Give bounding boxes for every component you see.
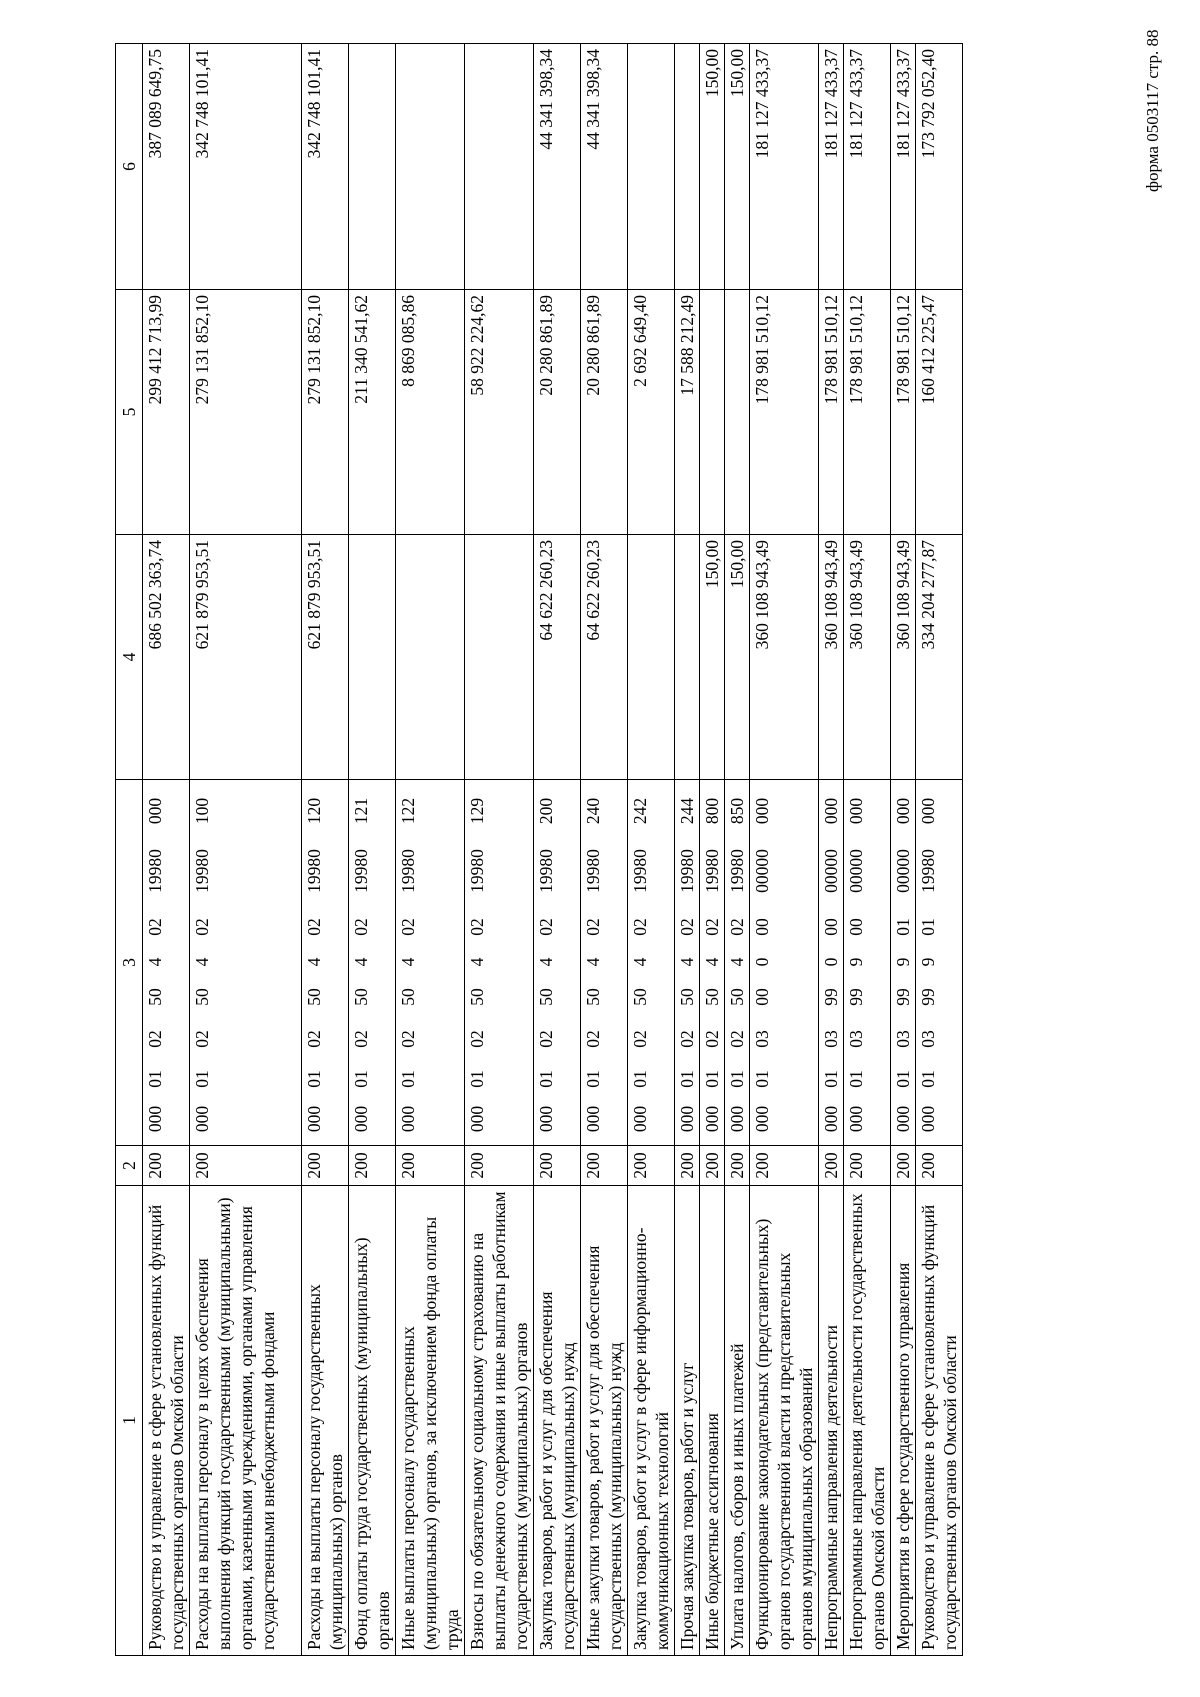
table-row	[700, 44, 725, 1656]
row-budget-code	[581, 780, 628, 1146]
row-amount-c5: 299 412 713,99	[143, 290, 190, 535]
code-part: 4	[467, 957, 487, 967]
code-part: 01	[846, 1070, 866, 1088]
code-part: 000	[918, 1105, 938, 1133]
code-part: 02	[536, 918, 556, 936]
code-part: 01	[398, 1070, 418, 1088]
row-amount-c4: 360 108 943,49	[844, 535, 891, 780]
row-amount-c6	[628, 44, 675, 290]
row-amount-c4: 686 502 363,74	[143, 535, 190, 780]
code-part: 121	[351, 797, 371, 825]
row-amount-c5: 8 869 085,86	[396, 290, 465, 535]
row-budget-code	[844, 780, 891, 1146]
table-row	[675, 44, 700, 1656]
code-part: 02	[145, 918, 165, 936]
table-row	[891, 44, 916, 1656]
table-row	[534, 44, 581, 1656]
code-part: 50	[702, 988, 722, 1006]
table-row	[396, 44, 465, 1656]
row-name: Уплата налогов, сборов и иных платежей	[725, 1186, 750, 1656]
code-part: 00	[821, 918, 841, 936]
code-part: 19980	[145, 849, 165, 893]
row-line-code: 200	[725, 1146, 750, 1186]
code-part: 000	[727, 1105, 747, 1133]
row-line-code: 200	[465, 1146, 534, 1186]
code-part: 000	[821, 797, 841, 825]
code-part: 02	[536, 1030, 556, 1048]
code-part: 02	[583, 918, 603, 936]
row-amount-c5: 17 588 212,49	[675, 290, 700, 535]
row-budget-code	[819, 780, 844, 1146]
row-amount-c6: 342 748 101,41	[302, 44, 349, 290]
code-part: 000	[821, 1105, 841, 1133]
header-cell: 6	[116, 44, 143, 290]
code-part: 00	[752, 918, 772, 936]
row-amount-c4: 621 879 953,51	[190, 535, 302, 780]
code-part: 02	[630, 1030, 650, 1048]
code-part: 800	[702, 797, 722, 825]
row-amount-c4: 150,00	[700, 535, 725, 780]
code-part: 01	[192, 1070, 212, 1088]
row-name: Взносы по обязательному социальному страхованию на выплаты денежного содержания и иные выплаты работникам государственных (муниципальных) органов	[465, 1186, 534, 1656]
code-part: 000	[583, 1105, 603, 1133]
table-row	[349, 44, 396, 1656]
table-row	[916, 44, 963, 1656]
row-amount-c4: 360 108 943,49	[891, 535, 916, 780]
code-part: 000	[846, 1105, 866, 1133]
code-part: 244	[677, 797, 697, 825]
code-part: 01	[630, 1070, 650, 1088]
row-amount-c4	[628, 535, 675, 780]
row-name: Непрограммные направления деятельности государственных органов Омской области	[844, 1186, 891, 1656]
row-amount-c4: 64 622 260,23	[581, 535, 628, 780]
header-row	[116, 44, 143, 1656]
row-amount-c4: 360 108 943,49	[750, 535, 819, 780]
row-line-code: 200	[396, 1146, 465, 1186]
row-amount-c4	[396, 535, 465, 780]
row-name: Функционирование законодательных (представительных) органов государственной власти и представительных органов муниципальных образований	[750, 1186, 819, 1656]
code-part: 50	[145, 988, 165, 1006]
code-part: 03	[846, 1030, 866, 1048]
code-part: 4	[304, 957, 324, 967]
header-cell: 2	[116, 1146, 143, 1186]
row-amount-c5: 178 981 510,12	[844, 290, 891, 535]
code-part: 01	[893, 918, 913, 936]
code-part: 000	[893, 1105, 913, 1133]
report-table	[115, 43, 963, 1656]
code-part: 50	[727, 988, 747, 1006]
row-name: Закупка товаров, работ и услуг в сфере информационно-коммуникационных технологий	[628, 1186, 675, 1656]
table-row	[725, 44, 750, 1656]
row-amount-c4: 360 108 943,49	[819, 535, 844, 780]
code-part: 01	[467, 1070, 487, 1088]
code-part: 850	[727, 797, 747, 825]
code-part: 01	[752, 1070, 772, 1088]
row-line-code: 200	[534, 1146, 581, 1186]
row-budget-code	[891, 780, 916, 1146]
code-part: 240	[583, 797, 603, 825]
row-line-code: 200	[628, 1146, 675, 1186]
row-line-code: 200	[190, 1146, 302, 1186]
code-part: 01	[821, 1070, 841, 1088]
code-part: 000	[192, 1105, 212, 1133]
code-part: 50	[583, 988, 603, 1006]
code-part: 000	[846, 797, 866, 825]
code-part: 99	[846, 988, 866, 1006]
code-part: 4	[145, 957, 165, 967]
code-part: 02	[467, 1030, 487, 1048]
row-amount-c5	[700, 290, 725, 535]
row-budget-code	[628, 780, 675, 1146]
code-part: 50	[351, 988, 371, 1006]
row-name: Закупка товаров, работ и услуг для обеспечения государственных (муниципальных) нужд	[534, 1186, 581, 1656]
code-part: 01	[677, 1070, 697, 1088]
code-part: 4	[536, 957, 556, 967]
row-line-code: 200	[581, 1146, 628, 1186]
row-amount-c5: 2 692 649,40	[628, 290, 675, 535]
row-line-code: 200	[675, 1146, 700, 1186]
code-part: 00	[752, 988, 772, 1006]
row-amount-c4	[465, 535, 534, 780]
code-part: 19980	[677, 849, 697, 893]
code-part: 19980	[702, 849, 722, 893]
code-part: 122	[398, 797, 418, 825]
code-part: 4	[702, 957, 722, 967]
code-part: 03	[821, 1030, 841, 1048]
row-budget-code	[143, 780, 190, 1146]
code-part: 000	[351, 1105, 371, 1133]
code-part: 03	[918, 1030, 938, 1048]
code-part: 02	[727, 918, 747, 936]
row-amount-c5: 20 280 861,89	[534, 290, 581, 535]
code-part: 01	[583, 1070, 603, 1088]
code-part: 0	[752, 957, 772, 967]
code-part: 000	[630, 1105, 650, 1133]
row-amount-c6	[675, 44, 700, 290]
table-body	[143, 44, 963, 1656]
code-part: 129	[467, 797, 487, 825]
row-amount-c5: 178 981 510,12	[891, 290, 916, 535]
code-part: 02	[145, 1030, 165, 1048]
code-part: 200	[536, 797, 556, 825]
code-part: 19980	[398, 849, 418, 893]
code-part: 02	[702, 1030, 722, 1048]
row-line-code: 200	[819, 1146, 844, 1186]
row-amount-c6: 173 792 052,40	[916, 44, 963, 290]
code-part: 02	[304, 1030, 324, 1048]
row-name: Непрограммные направления деятельности	[819, 1186, 844, 1656]
code-part: 120	[304, 797, 324, 825]
code-part: 19980	[630, 849, 650, 893]
code-part: 02	[727, 1030, 747, 1048]
code-part: 000	[893, 797, 913, 825]
row-line-code: 200	[750, 1146, 819, 1186]
code-part: 9	[893, 957, 913, 967]
row-line-code: 200	[143, 1146, 190, 1186]
code-part: 01	[304, 1070, 324, 1088]
code-part: 000	[536, 1105, 556, 1133]
row-amount-c5: 178 981 510,12	[750, 290, 819, 535]
row-amount-c6	[465, 44, 534, 290]
row-amount-c6: 150,00	[700, 44, 725, 290]
code-part: 242	[630, 797, 650, 825]
row-amount-c4: 150,00	[725, 535, 750, 780]
code-part: 000	[304, 1105, 324, 1133]
code-part: 02	[583, 1030, 603, 1048]
code-part: 01	[145, 1070, 165, 1088]
code-part: 19980	[727, 849, 747, 893]
row-line-code: 200	[844, 1146, 891, 1186]
code-part: 03	[752, 1030, 772, 1048]
row-line-code: 200	[916, 1146, 963, 1186]
code-part: 100	[192, 797, 212, 825]
code-part: 03	[893, 1030, 913, 1048]
table-row	[302, 44, 349, 1656]
code-part: 50	[467, 988, 487, 1006]
header-cell: 4	[116, 535, 143, 780]
row-amount-c6: 181 127 433,37	[844, 44, 891, 290]
row-line-code: 200	[891, 1146, 916, 1186]
row-amount-c4	[675, 535, 700, 780]
code-part: 19980	[536, 849, 556, 893]
code-part: 01	[702, 1070, 722, 1088]
row-amount-c4	[349, 535, 396, 780]
table-row	[190, 44, 302, 1656]
row-amount-c6: 181 127 433,37	[750, 44, 819, 290]
row-amount-c4: 64 622 260,23	[534, 535, 581, 780]
code-part: 01	[727, 1070, 747, 1088]
row-amount-c6: 44 341 398,34	[534, 44, 581, 290]
code-part: 19980	[583, 849, 603, 893]
row-budget-code	[534, 780, 581, 1146]
code-part: 01	[918, 1070, 938, 1088]
row-amount-c4: 334 204 277,87	[916, 535, 963, 780]
code-part: 9	[918, 957, 938, 967]
code-part: 50	[398, 988, 418, 1006]
code-part: 01	[351, 1070, 371, 1088]
code-part: 01	[893, 1070, 913, 1088]
row-name: Иные бюджетные ассигнования	[700, 1186, 725, 1656]
row-name: Расходы на выплаты персоналу государственных (муниципальных) органов	[302, 1186, 349, 1656]
code-part: 02	[630, 918, 650, 936]
code-part: 99	[893, 988, 913, 1006]
code-part: 02	[398, 1030, 418, 1048]
row-amount-c6: 150,00	[725, 44, 750, 290]
code-part: 01	[918, 918, 938, 936]
table-row	[628, 44, 675, 1656]
code-part: 000	[145, 797, 165, 825]
row-amount-c6: 387 089 649,75	[143, 44, 190, 290]
row-budget-code	[725, 780, 750, 1146]
code-part: 000	[677, 1105, 697, 1133]
code-part: 00000	[893, 849, 913, 893]
code-part: 000	[752, 797, 772, 825]
row-line-code: 200	[700, 1146, 725, 1186]
table-row	[750, 44, 819, 1656]
code-part: 19980	[351, 849, 371, 893]
code-part: 000	[398, 1105, 418, 1133]
row-line-code: 200	[349, 1146, 396, 1186]
code-part: 02	[304, 918, 324, 936]
header-cell: 3	[116, 780, 143, 1146]
row-name: Прочая закупка товаров, работ и услуг	[675, 1186, 700, 1656]
row-amount-c5: 279 131 852,10	[190, 290, 302, 535]
row-amount-c5: 58 922 224,62	[465, 290, 534, 535]
code-part: 02	[398, 918, 418, 936]
code-part: 00000	[846, 849, 866, 893]
row-budget-code	[396, 780, 465, 1146]
code-part: 50	[630, 988, 650, 1006]
code-part: 02	[192, 1030, 212, 1048]
row-amount-c6: 181 127 433,37	[891, 44, 916, 290]
code-part: 9	[846, 957, 866, 967]
code-part: 19980	[304, 849, 324, 893]
row-budget-code	[750, 780, 819, 1146]
row-name: Фонд оплаты труда государственных (муниципальных) органов	[349, 1186, 396, 1656]
code-part: 99	[821, 988, 841, 1006]
row-amount-c5: 178 981 510,12	[819, 290, 844, 535]
code-part: 50	[192, 988, 212, 1006]
code-part: 000	[752, 1105, 772, 1133]
row-budget-code	[302, 780, 349, 1146]
table-row	[819, 44, 844, 1656]
row-budget-code	[465, 780, 534, 1146]
code-part: 000	[145, 1105, 165, 1133]
code-part: 00	[846, 918, 866, 936]
header-cell: 5	[116, 290, 143, 535]
row-amount-c4: 621 879 953,51	[302, 535, 349, 780]
code-part: 4	[677, 957, 697, 967]
row-amount-c5: 211 340 541,62	[349, 290, 396, 535]
code-part: 0	[821, 957, 841, 967]
row-name: Руководство и управление в сфере установленных функций государственных органов Омской области	[143, 1186, 190, 1656]
row-name: Расходы на выплаты персоналу в целях обеспечения выполнения функций государственными (муниципальными) органами, казенными учреждениями, органами управления государственными внебюджетными фондами	[190, 1186, 302, 1656]
code-part: 02	[192, 918, 212, 936]
row-name: Иные закупки товаров, работ и услуг для обеспечения государственных (муниципальных) нужд	[581, 1186, 628, 1656]
row-name: Иные выплаты персоналу государственных (муниципальных) органов, за исключением фонда оплаты труда	[396, 1186, 465, 1656]
code-part: 00000	[821, 849, 841, 893]
code-part: 02	[351, 1030, 371, 1048]
row-amount-c6: 44 341 398,34	[581, 44, 628, 290]
code-part: 000	[918, 797, 938, 825]
code-part: 4	[727, 957, 747, 967]
row-budget-code	[916, 780, 963, 1146]
code-part: 50	[677, 988, 697, 1006]
code-part: 50	[536, 988, 556, 1006]
code-part: 19980	[918, 849, 938, 893]
table-row	[844, 44, 891, 1656]
code-part: 4	[630, 957, 650, 967]
row-amount-c6: 181 127 433,37	[819, 44, 844, 290]
row-name: Мероприятия в сфере государственного управления	[891, 1186, 916, 1656]
code-part: 19980	[192, 849, 212, 893]
code-part: 000	[702, 1105, 722, 1133]
code-part: 01	[536, 1070, 556, 1088]
table-row	[465, 44, 534, 1656]
row-name: Руководство и управление в сфере установленных функций государственных органов Омской области	[916, 1186, 963, 1656]
code-part: 4	[192, 957, 212, 967]
code-part: 000	[467, 1105, 487, 1133]
code-part: 00000	[752, 849, 772, 893]
row-amount-c5	[725, 290, 750, 535]
row-amount-c5: 20 280 861,89	[581, 290, 628, 535]
row-budget-code	[675, 780, 700, 1146]
code-part: 4	[351, 957, 371, 967]
row-amount-c6	[396, 44, 465, 290]
row-amount-c6	[349, 44, 396, 290]
code-part: 99	[918, 988, 938, 1006]
code-part: 02	[702, 918, 722, 936]
form-label: форма 0503117 стр. 88	[1143, 29, 1162, 192]
table-row	[143, 44, 190, 1656]
code-part: 02	[351, 918, 371, 936]
code-part: 02	[467, 918, 487, 936]
code-part: 4	[583, 957, 603, 967]
row-amount-c5: 160 412 225,47	[916, 290, 963, 535]
code-part: 02	[677, 918, 697, 936]
code-part: 4	[398, 957, 418, 967]
row-amount-c6: 342 748 101,41	[190, 44, 302, 290]
row-amount-c5: 279 131 852,10	[302, 290, 349, 535]
code-part: 02	[677, 1030, 697, 1048]
row-line-code: 200	[302, 1146, 349, 1186]
table-row	[581, 44, 628, 1656]
row-budget-code	[349, 780, 396, 1146]
row-budget-code	[190, 780, 302, 1146]
code-part: 19980	[467, 849, 487, 893]
code-part: 50	[304, 988, 324, 1006]
row-budget-code	[700, 780, 725, 1146]
header-cell: 1	[116, 1186, 143, 1656]
